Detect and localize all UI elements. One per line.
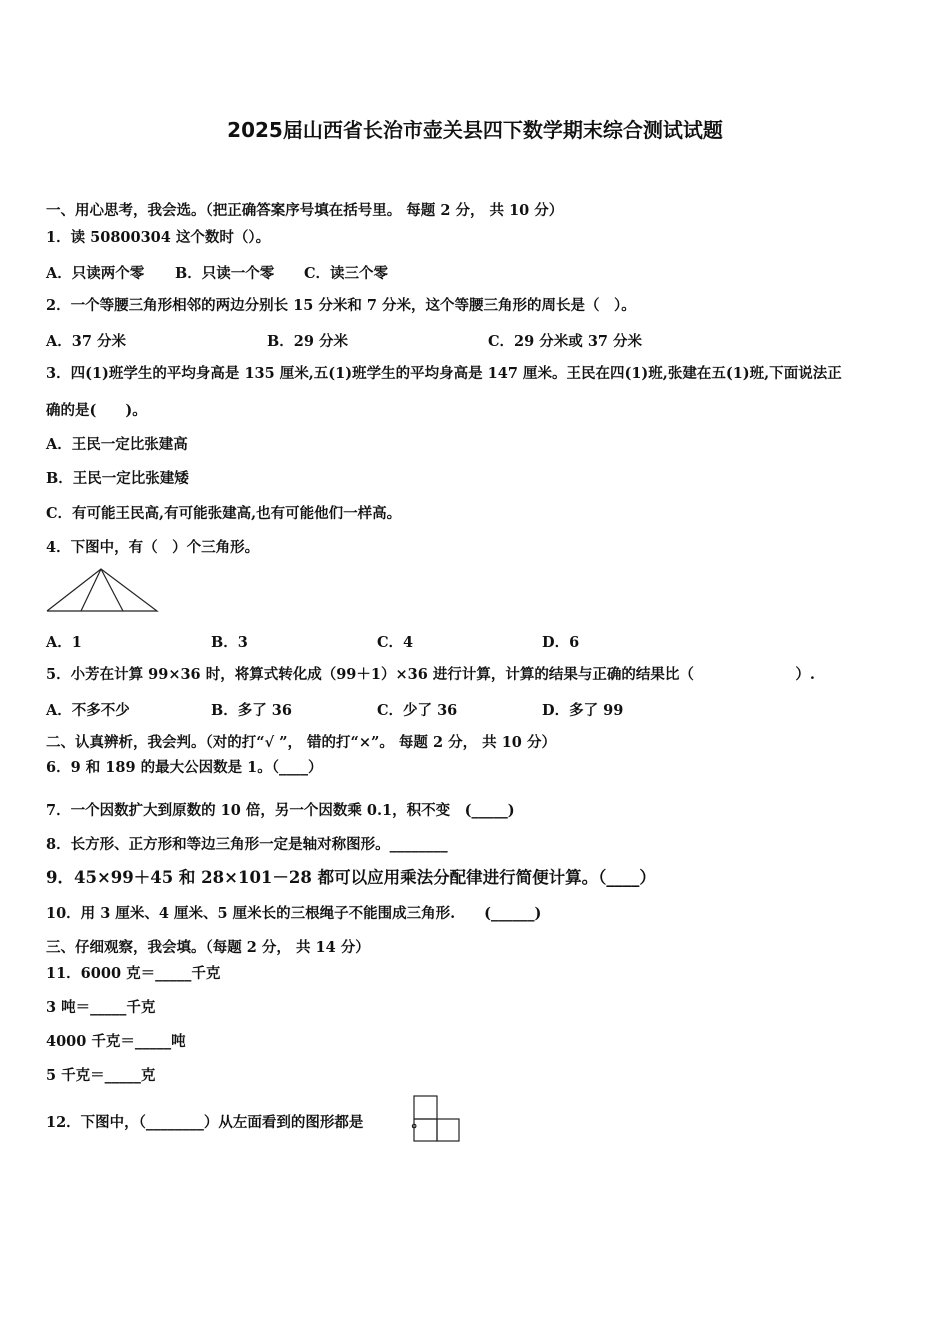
top-square	[414, 1096, 437, 1119]
question-10: 10．用 3 厘米、4 厘米、5 厘米长的三根绳子不能围成三角形. (______)	[46, 905, 542, 922]
bottom-left-square	[414, 1119, 437, 1141]
question-2-option-a: A．37 分米	[46, 333, 126, 350]
question-11-part-1: 11．6000 克＝_____千克	[46, 965, 221, 982]
inner-line-left	[81, 569, 101, 611]
question-1-option-a: A．只读两个零	[46, 265, 145, 282]
question-5-option-c: C．少了 36	[377, 702, 458, 719]
question-4-stem: 4．下图中，有（ ）个三角形。	[46, 539, 260, 556]
question-3-option-a: A．王民一定比张建高	[46, 436, 188, 453]
question-3-stem-line-2: 确的是( )。	[46, 402, 147, 419]
page-title: 2025届山西省长治市壶关县四下数学期末综合测试试题	[227, 118, 723, 142]
outer-triangle	[47, 569, 157, 611]
question-3-option-b: B．王民一定比张建矮	[46, 470, 189, 487]
question-5-option-a: A．不多不少	[46, 702, 130, 719]
bottom-right-square	[437, 1119, 459, 1141]
section-3-heading: 三、仔细观察，我会填。（每题 2 分， 共 14 分）	[46, 939, 370, 956]
question-1-option-b: B．只读一个零	[175, 265, 275, 282]
question-4-option-a: A．1	[46, 634, 82, 651]
question-2-stem: 2．一个等腰三角形相邻的两边分别长 15 分米和 7 分米，这个等腰三角形的周长是（ ）。	[46, 297, 636, 314]
left-view-shape-figure	[413, 1095, 461, 1143]
question-8: 8．长方形、正方形和等边三角形一定是轴对称图形。________	[46, 836, 448, 853]
section-1-heading: 一、用心思考，我会选。（把正确答案序号填在括号里。 每题 2 分， 共 10 分）	[46, 202, 564, 219]
question-4-option-d: D．6	[542, 634, 580, 651]
question-5-stem: 5．小芳在计算 99×36 时，将算式转化成（99＋1）×36 进行计算，计算的结果与正确的结果比（ ）.	[46, 666, 815, 683]
question-9: 9．45×99＋45 和 28×101－28 都可以应用乘法分配律进行简便计算。（____）	[46, 868, 656, 887]
question-5-option-d: D．多了 99	[542, 702, 624, 719]
question-5-option-b: B．多了 36	[211, 702, 292, 719]
question-6: 6．9 和 189 的最大公因数是 1。（____）	[46, 759, 323, 776]
question-3-stem-line-1: 3．四(1)班学生的平均身高是 135 厘米,五(1)班学生的平均身高是 147 厘米。王民在四(1)班,张建在五(1)班,下面说法正	[46, 365, 842, 382]
question-1-stem: 1．读 50800304 这个数时（）。	[46, 229, 271, 246]
question-12-end: 。	[411, 1114, 426, 1131]
question-11-part-2: 3 吨＝_____千克	[46, 999, 156, 1016]
inner-line-right	[101, 569, 123, 611]
question-2-option-b: B．29 分米	[267, 333, 348, 350]
question-12-text: 12．下图中，（________）从左面看到的图形都是	[46, 1114, 364, 1131]
question-3-option-c: C．有可能王民高,有可能张建高,也有可能他们一样高。	[46, 505, 402, 522]
question-2-option-c: C．29 分米或 37 分米	[488, 333, 643, 350]
section-2-heading: 二、认真辨析，我会判。（对的打“√ ”， 错的打“×”。 每题 2 分， 共 10 分）	[46, 734, 556, 751]
question-11-part-4: 5 千克＝_____克	[46, 1067, 156, 1084]
question-12-stem	[46, 1113, 426, 1133]
question-7: 7．一个因数扩大到原数的 10 倍，另一个因数乘 0.1，积不变 (_____)	[46, 802, 515, 819]
question-1-option-c: C．读三个零	[304, 265, 389, 282]
question-4-option-b: B．3	[211, 634, 248, 651]
triangles-figure	[46, 566, 160, 614]
question-4-option-c: C．4	[377, 634, 414, 651]
question-11-part-3: 4000 千克＝_____吨	[46, 1033, 186, 1050]
